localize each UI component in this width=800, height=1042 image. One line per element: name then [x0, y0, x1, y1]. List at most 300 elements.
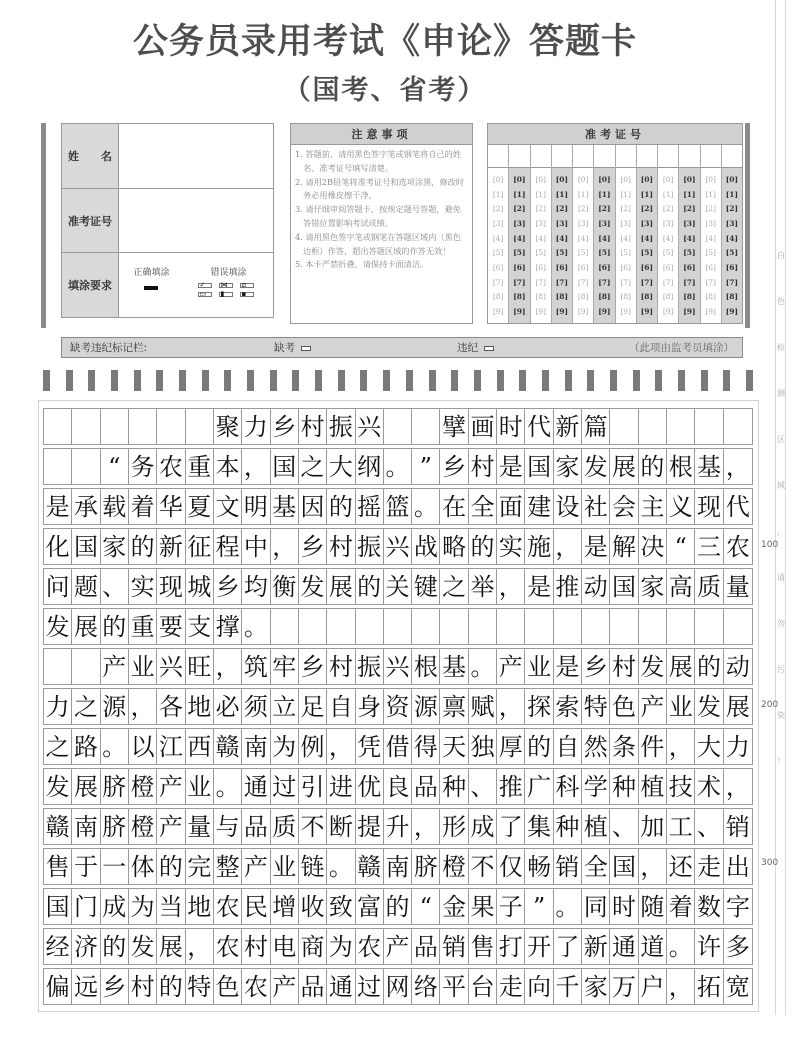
essay-cell[interactable]: 重 — [186, 449, 214, 484]
ticket-digit-bubble[interactable]: [8] — [492, 292, 504, 302]
essay-cell[interactable]: 题 — [72, 569, 100, 604]
ticket-digit-bubble[interactable]: [9] — [535, 307, 546, 317]
ticket-digit-bubble[interactable]: [4] — [555, 233, 569, 243]
essay-cell[interactable] — [356, 609, 384, 644]
ticket-digit-bubble[interactable]: [9] — [662, 307, 674, 317]
essay-cell[interactable]: ， — [554, 529, 582, 564]
ticket-digit-bubble[interactable]: [0] — [640, 174, 654, 184]
essay-cell[interactable]: 。 — [214, 769, 242, 804]
ticket-digit-bubble[interactable]: [3] — [620, 218, 631, 228]
essay-cell[interactable] — [582, 609, 610, 644]
essay-cell[interactable]: 向 — [525, 969, 553, 1004]
essay-cell[interactable]: 村 — [610, 649, 638, 684]
ticket-digit-bubble[interactable]: [7] — [598, 277, 611, 287]
ticket-digit-bubble[interactable]: [7] — [535, 277, 546, 287]
ticket-digit-input[interactable] — [722, 145, 742, 168]
essay-cell[interactable]: 家 — [101, 529, 129, 564]
essay-cell[interactable]: 国 — [525, 449, 553, 484]
essay-cell[interactable]: ， — [725, 772, 750, 801]
essay-cell[interactable]: 独 — [469, 729, 497, 764]
essay-cell[interactable]: 村 — [327, 529, 355, 564]
ticket-digit-bubble[interactable]: [8] — [683, 292, 696, 302]
essay-cell[interactable]: 电 — [271, 929, 299, 964]
ticket-digit-bubble[interactable]: [2] — [683, 204, 696, 214]
essay-cell[interactable]: 的 — [101, 929, 129, 964]
essay-cell[interactable]: 。 — [101, 729, 129, 764]
ticket-digit-bubble[interactable]: [8] — [598, 292, 611, 302]
essay-cell[interactable]: 产 — [101, 649, 129, 684]
ticket-digit-bubble[interactable]: [6] — [725, 262, 739, 272]
ticket-digit-bubble[interactable]: [7] — [492, 277, 504, 287]
essay-cell[interactable]: 、 — [101, 569, 129, 604]
essay-cell[interactable]: 种 — [554, 809, 582, 844]
essay-cell[interactable]: 之 — [299, 449, 327, 484]
essay-cell[interactable]: 村 — [469, 449, 497, 484]
essay-cell[interactable]: 问 — [44, 569, 72, 604]
essay-cell[interactable]: 时 — [610, 889, 638, 924]
essay-cell[interactable]: 之 — [72, 689, 100, 724]
essay-cell[interactable]: 脐 — [412, 849, 440, 884]
essay-cell[interactable] — [525, 609, 553, 644]
essay-cell[interactable]: 产 — [242, 849, 270, 884]
ticket-digit-bubble[interactable]: [5] — [492, 248, 504, 258]
essay-cell[interactable]: 过 — [356, 969, 384, 1004]
essay-cell[interactable]: 代 — [525, 409, 553, 444]
essay-cell[interactable]: 产 — [157, 769, 185, 804]
ticket-digit-bubble[interactable]: [9] — [725, 307, 739, 317]
essay-cell[interactable]: 是 — [525, 569, 553, 604]
essay-cell[interactable]: 乡 — [214, 569, 242, 604]
essay-cell[interactable]: 三 — [695, 529, 723, 564]
essay-cell[interactable]: 业 — [271, 849, 299, 884]
ticket-digit-bubble[interactable]: [9] — [555, 307, 569, 317]
essay-cell[interactable]: 根 — [667, 449, 695, 484]
essay-cell[interactable]: 与 — [214, 809, 242, 844]
essay-cell[interactable]: 、 — [610, 809, 638, 844]
essay-cell[interactable]: 集 — [525, 809, 553, 844]
essay-cell[interactable]: 纲 — [356, 449, 384, 484]
essay-cell[interactable]: 发 — [129, 929, 157, 964]
essay-cell[interactable]: 进 — [327, 769, 355, 804]
ticket-digit-bubble[interactable]: [6] — [555, 262, 569, 272]
ticket-digit-bubble[interactable]: [9] — [577, 307, 589, 317]
essay-cell[interactable]: 不 — [469, 849, 497, 884]
ticket-digit-bubble[interactable]: [6] — [492, 262, 504, 272]
ticket-digit-bubble[interactable]: [2] — [705, 204, 716, 214]
essay-cell[interactable]: 西 — [186, 729, 214, 764]
essay-cell[interactable]: 乡 — [440, 449, 468, 484]
essay-cell[interactable] — [384, 409, 412, 444]
essay-cell[interactable]: 社 — [582, 489, 610, 524]
essay-cell[interactable]: 体 — [129, 849, 157, 884]
essay-cell[interactable]: 振 — [356, 529, 384, 564]
essay-cell[interactable] — [129, 409, 157, 444]
ticket-digit-bubble[interactable]: [4] — [535, 233, 546, 243]
ticket-digit-bubble[interactable]: [1] — [662, 189, 674, 199]
essay-cell[interactable]: 力 — [44, 689, 72, 724]
ticket-digit-bubble[interactable]: [4] — [513, 233, 526, 243]
essay-cell[interactable]: 略 — [440, 529, 468, 564]
essay-cell[interactable]: 本 — [214, 449, 242, 484]
essay-cell[interactable]: 宽 — [725, 972, 750, 1001]
essay-cell[interactable]: 成 — [469, 809, 497, 844]
essay-cell[interactable]: 特 — [582, 689, 610, 724]
ticket-digit-bubble[interactable]: [0] — [535, 174, 546, 184]
essay-cell[interactable]: 展 — [725, 692, 750, 721]
ticket-digit-bubble[interactable]: [8] — [513, 292, 526, 302]
essay-cell[interactable]: 走 — [497, 969, 525, 1004]
ticket-digit-bubble[interactable]: [2] — [598, 204, 611, 214]
essay-cell[interactable]: 过 — [271, 769, 299, 804]
ticket-digit-bubble[interactable]: [8] — [725, 292, 739, 302]
essay-cell[interactable]: “ — [412, 889, 440, 924]
essay-cell[interactable]: 仅 — [497, 849, 525, 884]
essay-cell[interactable]: 优 — [356, 769, 384, 804]
ticket-digit-bubble[interactable]: [9] — [705, 307, 716, 317]
ticket-digit-bubble[interactable]: [8] — [620, 292, 631, 302]
essay-cell[interactable]: 加 — [639, 809, 667, 844]
ticket-digit-bubble[interactable]: [5] — [725, 248, 739, 258]
ticket-digit-bubble[interactable]: [2] — [577, 204, 589, 214]
essay-cell[interactable]: 产 — [271, 969, 299, 1004]
essay-cell[interactable]: 的 — [695, 649, 723, 684]
essay-cell[interactable]: 力 — [725, 732, 750, 761]
essay-cell[interactable]: 业 — [525, 649, 553, 684]
ticket-digit-bubble[interactable]: [8] — [535, 292, 546, 302]
ticket-digit-bubble[interactable]: [4] — [492, 233, 504, 243]
ticket-digit-bubble[interactable]: [1] — [705, 189, 716, 199]
essay-cell[interactable]: 厚 — [497, 729, 525, 764]
essay-cell[interactable]: 赋 — [469, 689, 497, 724]
essay-cell[interactable]: 江 — [157, 729, 185, 764]
essay-cell[interactable]: 的 — [129, 529, 157, 564]
essay-cell[interactable]: 时 — [497, 409, 525, 444]
ticket-digit-bubble[interactable]: [7] — [683, 277, 696, 287]
ticket-digit-bubble[interactable]: [1] — [555, 189, 569, 199]
essay-cell[interactable]: 道 — [639, 929, 667, 964]
ticket-digit-bubble[interactable]: [7] — [705, 277, 716, 287]
absent-marker[interactable] — [274, 340, 311, 355]
essay-cell[interactable]: 链 — [299, 849, 327, 884]
essay-cell[interactable]: 发 — [44, 609, 72, 644]
essay-cell[interactable]: 展 — [610, 449, 638, 484]
essay-cell[interactable]: 走 — [695, 849, 723, 884]
essay-cell[interactable]: 乡 — [271, 409, 299, 444]
essay-cell[interactable]: 展 — [327, 569, 355, 604]
essay-cell[interactable]: 量 — [725, 572, 750, 601]
essay-cell[interactable]: 出 — [725, 852, 750, 881]
essay-cell[interactable]: 了 — [497, 809, 525, 844]
essay-cell[interactable]: 基 — [695, 449, 723, 484]
essay-cell[interactable]: 门 — [72, 889, 100, 924]
ticket-digit-bubble[interactable]: [1] — [683, 189, 696, 199]
essay-cell[interactable] — [610, 609, 638, 644]
essay-cell[interactable] — [186, 409, 214, 444]
essay-cell[interactable]: 。 — [327, 849, 355, 884]
essay-cell[interactable]: 色 — [610, 689, 638, 724]
essay-cell[interactable]: 脐 — [101, 769, 129, 804]
ticket-digit-input[interactable] — [701, 145, 721, 168]
essay-cell[interactable]: 为 — [129, 889, 157, 924]
ticket-digit-bubble[interactable]: [1] — [598, 189, 611, 199]
essay-cell[interactable] — [440, 609, 468, 644]
essay-cell[interactable]: 振 — [327, 409, 355, 444]
ticket-digit-bubble[interactable]: [6] — [640, 262, 654, 272]
essay-cell[interactable]: 的 — [157, 969, 185, 1004]
ticket-digit-bubble[interactable]: [8] — [662, 292, 674, 302]
essay-cell[interactable]: 实 — [497, 529, 525, 564]
essay-cell[interactable]: 着 — [129, 489, 157, 524]
ticket-digit-bubble[interactable]: [8] — [555, 292, 569, 302]
essay-cell[interactable] — [299, 609, 327, 644]
essay-cell[interactable]: 的 — [101, 609, 129, 644]
essay-cell[interactable]: 之 — [44, 729, 72, 764]
ticket-digit-bubble[interactable]: [9] — [620, 307, 631, 317]
essay-cell[interactable]: ， — [412, 809, 440, 844]
essay-cell[interactable]: 为 — [271, 729, 299, 764]
essay-cell[interactable]: 大 — [695, 729, 723, 764]
essay-cell[interactable]: 橙 — [129, 769, 157, 804]
ticket-digit-bubble[interactable]: [4] — [640, 233, 654, 243]
essay-cell[interactable]: ， — [497, 569, 525, 604]
essay-cell[interactable] — [695, 609, 723, 644]
essay-cell[interactable]: 程 — [214, 529, 242, 564]
essay-cell[interactable]: 产 — [157, 809, 185, 844]
essay-cell[interactable]: 决 — [639, 529, 667, 564]
essay-cell[interactable]: 植 — [639, 769, 667, 804]
essay-cell[interactable] — [554, 609, 582, 644]
essay-cell[interactable]: 销 — [725, 812, 750, 841]
essay-cell[interactable]: 农 — [157, 449, 185, 484]
essay-cell[interactable] — [724, 609, 752, 644]
ticket-digit-bubble[interactable]: [4] — [598, 233, 611, 243]
essay-cell[interactable]: 质 — [271, 809, 299, 844]
essay-cell[interactable]: 家 — [639, 569, 667, 604]
ticket-digit-bubble[interactable]: [1] — [620, 189, 631, 199]
essay-cell[interactable]: 的 — [356, 569, 384, 604]
essay-cell[interactable]: 身 — [356, 689, 384, 724]
essay-cell[interactable]: 。 — [667, 929, 695, 964]
essay-cell[interactable] — [610, 409, 638, 444]
essay-cell[interactable]: 致 — [327, 889, 355, 924]
essay-cell[interactable]: 村 — [327, 649, 355, 684]
essay-cell[interactable]: 畅 — [525, 849, 553, 884]
essay-cell[interactable]: 索 — [554, 689, 582, 724]
ticket-digit-bubble[interactable]: [1] — [640, 189, 654, 199]
ticket-digit-bubble[interactable]: [3] — [705, 218, 716, 228]
essay-cell[interactable]: 举 — [469, 569, 497, 604]
ticket-digit-input[interactable] — [573, 145, 593, 168]
essay-cell[interactable]: 。 — [242, 609, 270, 644]
essay-cell[interactable]: 平 — [440, 969, 468, 1004]
violation-checkbox[interactable] — [484, 346, 494, 351]
essay-cell[interactable]: ， — [271, 529, 299, 564]
essay-cell[interactable]: “ — [101, 449, 129, 484]
essay-cell[interactable]: ， — [667, 969, 695, 1004]
essay-cell[interactable]: 路 — [72, 729, 100, 764]
essay-cell[interactable]: 化 — [44, 529, 72, 564]
ticket-digit-bubble[interactable]: [4] — [662, 233, 674, 243]
violation-marker[interactable] — [457, 340, 494, 355]
ticket-digit-bubble[interactable]: [2] — [725, 204, 739, 214]
essay-cell[interactable]: 拓 — [695, 969, 723, 1004]
ticket-digit-input[interactable] — [658, 145, 678, 168]
ticket-digit-bubble[interactable]: [6] — [620, 262, 631, 272]
essay-cell[interactable]: 销 — [554, 849, 582, 884]
essay-cell[interactable]: 基 — [271, 489, 299, 524]
essay-cell[interactable]: 键 — [412, 569, 440, 604]
ticket-digit-bubble[interactable]: [7] — [640, 277, 654, 287]
essay-cell[interactable]: 代 — [725, 492, 750, 521]
essay-cell[interactable]: 的 — [384, 889, 412, 924]
essay-cell[interactable]: ， — [214, 649, 242, 684]
ticket-number-field[interactable] — [119, 189, 273, 253]
essay-cell[interactable]: 色 — [214, 969, 242, 1004]
essay-cell[interactable]: 通 — [242, 769, 270, 804]
essay-cell[interactable]: 网 — [384, 969, 412, 1004]
essay-cell[interactable]: 农 — [214, 929, 242, 964]
essay-cell[interactable]: 凭 — [356, 729, 384, 764]
essay-cell[interactable]: 赣 — [356, 849, 384, 884]
essay-cell[interactable]: 不 — [299, 809, 327, 844]
essay-cell[interactable]: 探 — [525, 689, 553, 724]
essay-cell[interactable]: 乡 — [582, 649, 610, 684]
essay-cell[interactable] — [101, 409, 129, 444]
essay-cell[interactable]: ， — [327, 729, 355, 764]
essay-cell[interactable]: 当 — [157, 889, 185, 924]
essay-cell[interactable]: 打 — [497, 929, 525, 964]
essay-cell[interactable]: 夏 — [186, 489, 214, 524]
essay-cell[interactable]: 、 — [695, 809, 723, 844]
ticket-digit-bubble[interactable]: [3] — [640, 218, 654, 228]
essay-cell[interactable] — [72, 649, 100, 684]
essay-cell[interactable]: 家 — [554, 449, 582, 484]
essay-cell[interactable]: 为 — [327, 929, 355, 964]
essay-cell[interactable]: 村 — [129, 969, 157, 1004]
essay-cell[interactable]: 禀 — [440, 689, 468, 724]
essay-cell[interactable]: 战 — [412, 529, 440, 564]
essay-cell[interactable]: 展 — [72, 609, 100, 644]
essay-cell[interactable]: 新 — [582, 929, 610, 964]
essay-cell[interactable]: 成 — [101, 889, 129, 924]
ticket-digit-bubble[interactable]: [5] — [577, 248, 589, 258]
essay-cell[interactable]: 南 — [384, 849, 412, 884]
essay-cell[interactable]: 华 — [157, 489, 185, 524]
essay-cell[interactable]: 赣 — [214, 729, 242, 764]
essay-cell[interactable] — [412, 409, 440, 444]
essay-cell[interactable] — [639, 609, 667, 644]
essay-cell[interactable]: 旺 — [186, 649, 214, 684]
essay-cell[interactable]: 是 — [554, 649, 582, 684]
essay-cell[interactable]: 现 — [695, 489, 723, 524]
essay-cell[interactable]: ” — [525, 889, 553, 924]
essay-cell[interactable]: 施 — [525, 529, 553, 564]
essay-cell[interactable]: 提 — [356, 809, 384, 844]
essay-cell[interactable]: 脐 — [101, 809, 129, 844]
ticket-digit-bubble[interactable]: [6] — [598, 262, 611, 272]
ticket-digit-bubble[interactable]: [7] — [555, 277, 569, 287]
essay-cell[interactable]: 兴 — [157, 649, 185, 684]
ticket-digit-bubble[interactable]: [1] — [725, 189, 739, 199]
essay-cell[interactable]: 国 — [44, 889, 72, 924]
ticket-digit-input[interactable] — [594, 145, 614, 168]
essay-cell[interactable]: 源 — [412, 689, 440, 724]
ticket-digit-bubble[interactable]: [6] — [513, 262, 526, 272]
essay-cell[interactable]: 以 — [129, 729, 157, 764]
essay-cell[interactable]: 然 — [582, 729, 610, 764]
essay-cell[interactable]: 聚 — [214, 409, 242, 444]
ticket-digit-bubble[interactable]: [2] — [513, 204, 526, 214]
ticket-digit-bubble[interactable]: [7] — [577, 277, 589, 287]
essay-cell[interactable]: 文 — [214, 489, 242, 524]
essay-cell[interactable]: 摇 — [356, 489, 384, 524]
essay-cell[interactable] — [327, 609, 355, 644]
essay-cell[interactable]: 产 — [384, 929, 412, 964]
essay-cell[interactable]: 足 — [299, 689, 327, 724]
essay-cell[interactable]: 源 — [101, 689, 129, 724]
essay-cell[interactable]: 要 — [157, 609, 185, 644]
essay-cell[interactable]: 主 — [639, 489, 667, 524]
essay-cell[interactable] — [639, 409, 667, 444]
ticket-digit-input[interactable] — [509, 145, 529, 168]
essay-cell[interactable]: 农 — [356, 929, 384, 964]
essay-cell[interactable]: 支 — [186, 609, 214, 644]
ticket-digit-bubble[interactable]: [7] — [662, 277, 674, 287]
ticket-digit-bubble[interactable]: [2] — [535, 204, 546, 214]
essay-cell[interactable]: 广 — [525, 769, 553, 804]
ticket-digit-bubble[interactable]: [5] — [555, 248, 569, 258]
essay-cell[interactable]: 于 — [72, 849, 100, 884]
essay-cell[interactable]: 展 — [667, 649, 695, 684]
essay-cell[interactable]: 中 — [242, 529, 270, 564]
ticket-digit-bubble[interactable]: [5] — [640, 248, 654, 258]
ticket-digit-input[interactable] — [488, 145, 508, 168]
essay-cell[interactable]: 之 — [440, 569, 468, 604]
essay-cell[interactable]: 科 — [554, 769, 582, 804]
essay-cell[interactable]: 设 — [554, 489, 582, 524]
ticket-digit-bubble[interactable]: [4] — [577, 233, 589, 243]
essay-cell[interactable]: 富 — [356, 889, 384, 924]
essay-cell[interactable]: 画 — [469, 409, 497, 444]
essay-cell[interactable]: 一 — [101, 849, 129, 884]
ticket-digit-bubble[interactable]: [6] — [683, 262, 696, 272]
ticket-digit-bubble[interactable]: [3] — [598, 218, 611, 228]
essay-cell[interactable]: 乡 — [299, 649, 327, 684]
essay-cell[interactable]: 展 — [157, 929, 185, 964]
essay-cell[interactable] — [497, 609, 525, 644]
essay-cell[interactable]: 撑 — [214, 609, 242, 644]
ticket-digit-bubble[interactable]: [0] — [513, 174, 526, 184]
ticket-digit-bubble[interactable]: [3] — [662, 218, 674, 228]
essay-cell[interactable]: 断 — [327, 809, 355, 844]
essay-cell[interactable]: 动 — [725, 652, 750, 681]
essay-cell[interactable]: 地 — [186, 889, 214, 924]
ticket-digit-bubble[interactable]: [0] — [492, 174, 504, 184]
essay-cell[interactable]: 的 — [639, 449, 667, 484]
essay-cell[interactable]: 关 — [384, 569, 412, 604]
ticket-digit-bubble[interactable]: [1] — [513, 189, 526, 199]
essay-cell[interactable]: 数 — [695, 889, 723, 924]
essay-cell[interactable]: 须 — [242, 689, 270, 724]
ticket-digit-bubble[interactable]: [8] — [705, 292, 716, 302]
ticket-digit-bubble[interactable]: [0] — [620, 174, 631, 184]
essay-cell[interactable]: 良 — [384, 769, 412, 804]
essay-cell[interactable]: 种 — [610, 769, 638, 804]
essay-cell[interactable]: 大 — [327, 449, 355, 484]
essay-cell[interactable]: 。 — [412, 489, 440, 524]
ticket-digit-bubble[interactable]: [3] — [725, 218, 739, 228]
essay-cell[interactable]: 品 — [412, 929, 440, 964]
